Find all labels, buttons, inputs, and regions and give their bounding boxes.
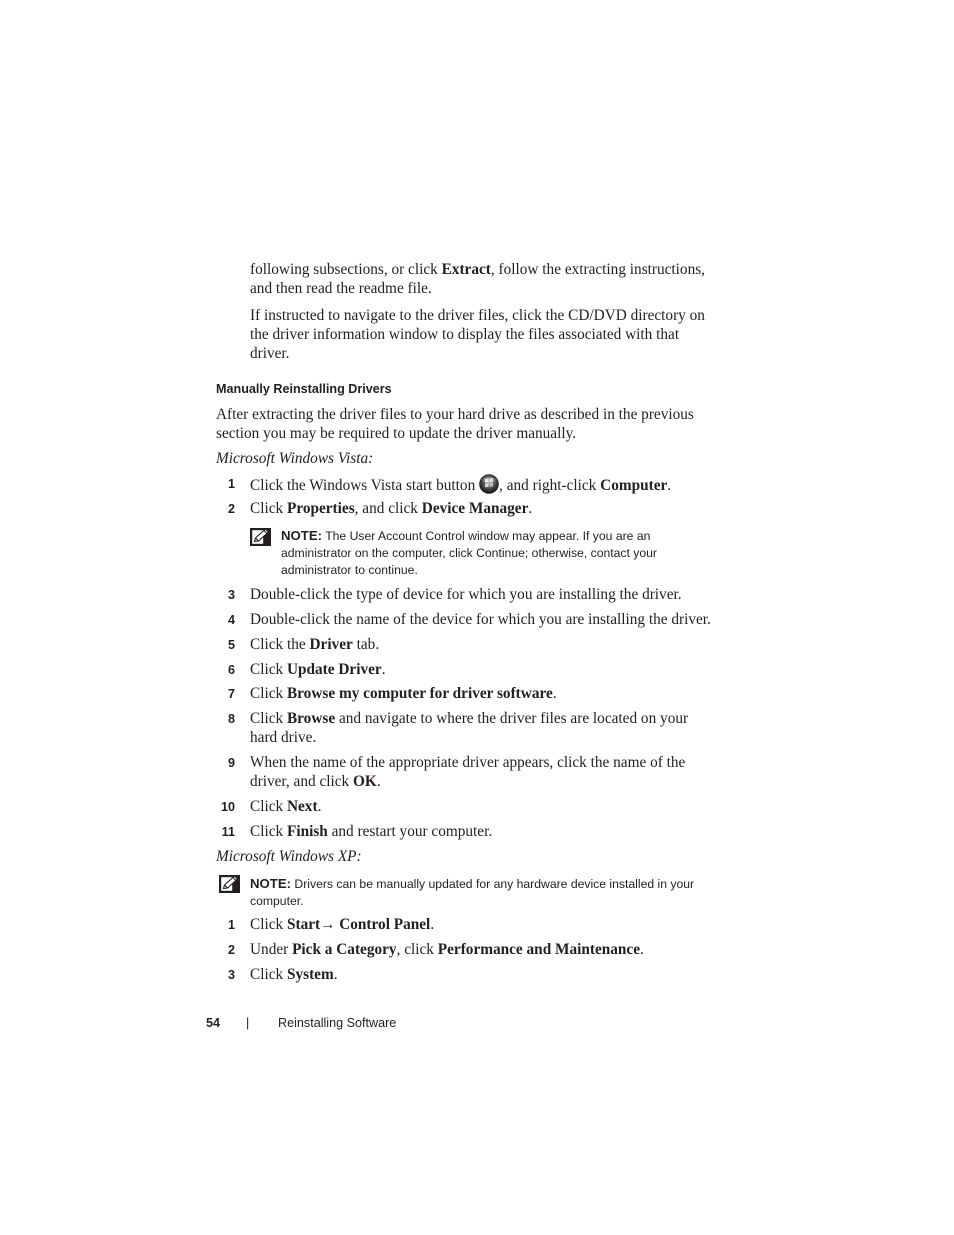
vista-step-2 <box>216 499 720 519</box>
step-number: 2 <box>227 943 235 957</box>
text: following subsections, or click <box>250 261 442 278</box>
step-number: 6 <box>227 663 235 677</box>
windows-start-orb-icon <box>479 474 499 494</box>
step-text: Click Start→ Control Panel. <box>250 916 435 933</box>
ui-term-extract: Extract <box>441 261 491 278</box>
xp-label: Microsoft Windows XP: <box>216 848 362 865</box>
step-number: 10 <box>220 800 235 814</box>
xp-note: NOTE: Drivers can be manually updated for any hardware device installed in your computer. <box>250 876 695 908</box>
text: driver. <box>250 345 290 362</box>
text: section you may be required to update the driver manually. <box>216 425 577 442</box>
step-number: 1 <box>227 918 235 932</box>
note-pencil-icon <box>250 528 271 546</box>
step-text: Click Update Driver. <box>250 661 386 678</box>
step-number: 5 <box>227 638 235 652</box>
text: and then read the readme file. <box>250 280 432 297</box>
vista-step-3 <box>216 585 720 605</box>
step-text: Double-click the type of device for which you are installing the driver. <box>250 586 682 603</box>
step-number: 11 <box>221 825 235 839</box>
vista-step-4 <box>216 610 720 630</box>
step-text: Under Pick a Category, click Performance and Maintenance. <box>250 941 644 958</box>
section-paragraph <box>216 405 720 443</box>
text: , follow the extracting instructions, <box>490 261 706 278</box>
vista-step-1 <box>216 474 720 494</box>
vista-step-8 <box>216 709 720 749</box>
ui-term: Computer <box>600 477 668 494</box>
footer-separator: | <box>246 1016 250 1030</box>
intro-paragraph-2 <box>250 306 720 363</box>
step-text: Click Browse my computer for driver software. <box>250 685 557 702</box>
step-number: 2 <box>227 502 235 516</box>
xp-step-3 <box>216 965 720 985</box>
text: the driver information window to display the files associated with that <box>250 326 680 343</box>
vista-step-11 <box>216 822 720 842</box>
vista-step-7 <box>216 684 720 704</box>
text: If instructed to navigate to the driver files, click the CD/DVD directory on <box>250 307 705 324</box>
step-number: 8 <box>227 712 235 726</box>
xp-step-2 <box>216 940 720 960</box>
vista-step-10 <box>216 797 720 817</box>
vista-note: NOTE: The User Account Control window may appear. If you are an administrator on the computer, click Continue; otherwise, contact your administrator to continue. <box>281 528 657 577</box>
step-text: Click System. <box>250 966 338 983</box>
step-number: 9 <box>227 756 235 770</box>
xp-step-1 <box>216 915 720 935</box>
step-number: 4 <box>227 613 235 627</box>
vista-label: Microsoft Windows Vista: <box>216 450 374 467</box>
step-number: 1 <box>227 477 235 491</box>
intro-paragraph-1 <box>250 260 720 298</box>
step-text: When the name of the appropriate driver appears, click the name of the driver, and click OK. <box>250 754 686 790</box>
step-text: Click Finish and restart your computer. <box>250 823 493 840</box>
step-text: Double-click the name of the device for which you are installing the driver. <box>250 611 711 628</box>
note-label: NOTE: <box>250 876 292 891</box>
step-text: Click Properties, and click Device Manager. <box>250 500 533 517</box>
step-number: 3 <box>227 968 235 982</box>
step-number: 3 <box>227 588 235 602</box>
step-text: Click the Windows Vista start button , and right-click Computer. <box>250 474 720 495</box>
vista-step-9 <box>216 753 720 793</box>
note-label: NOTE: <box>281 528 323 543</box>
step-text: Click Next. <box>250 798 322 815</box>
footer-section-title: Reinstalling Software <box>278 1016 397 1030</box>
step-text: Click the Driver tab. <box>250 636 380 653</box>
step-text: Click Browse and navigate to where the driver files are located on your hard drive. <box>250 710 689 746</box>
vista-step-6 <box>216 660 720 680</box>
step-number: 7 <box>227 687 235 701</box>
vista-step-5 <box>216 635 720 655</box>
text: After extracting the driver files to your hard drive as described in the previous <box>216 406 694 423</box>
page-number: 54 <box>206 1016 221 1030</box>
section-heading: Manually Reinstalling Drivers <box>216 382 392 396</box>
note-pencil-icon <box>219 875 240 893</box>
